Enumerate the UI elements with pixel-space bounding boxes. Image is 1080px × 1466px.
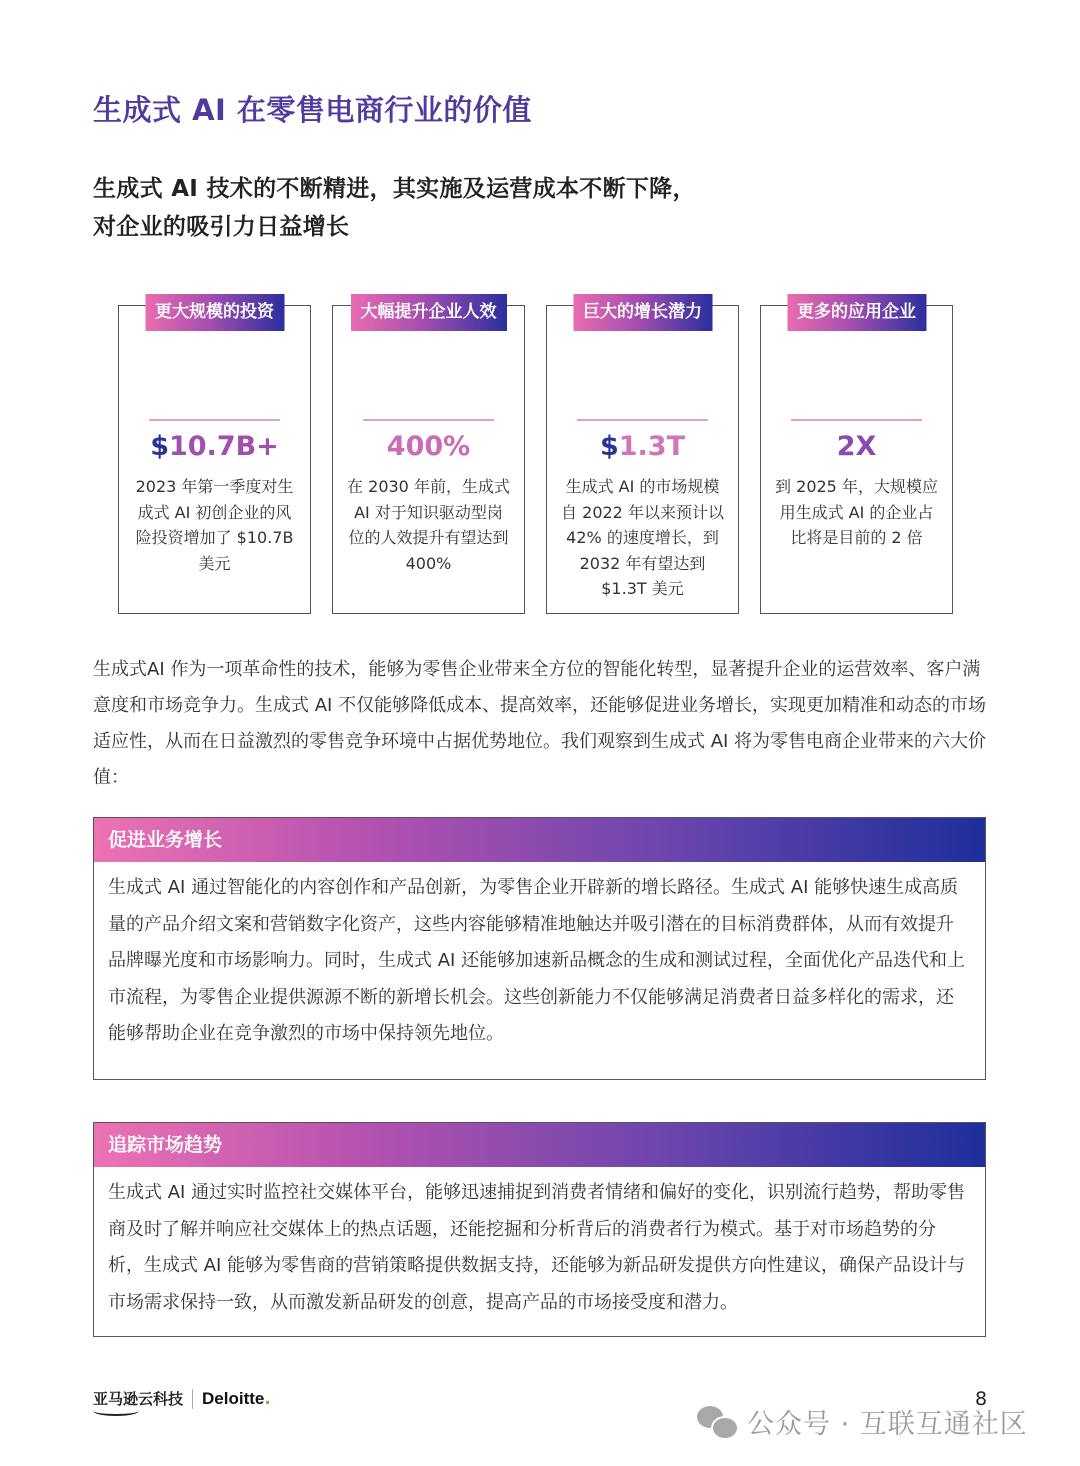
value-number: 2X bbox=[836, 431, 877, 462]
card-divider bbox=[791, 419, 922, 421]
card-tag: 巨大的增长潜力 bbox=[573, 294, 712, 331]
aws-smile-icon bbox=[93, 1406, 139, 1416]
section-header: 追踪市场趋势 bbox=[94, 1123, 985, 1167]
card-description: 到 2025 年，大规模应用生成式 AI 的企业占比将是目前的 2 倍 bbox=[775, 477, 938, 547]
card-value bbox=[547, 431, 738, 462]
page-title: 生成式 AI 在零售电商行业的价值 bbox=[93, 93, 532, 127]
watermark-text: 公众号 · 互联互通社区 bbox=[747, 1409, 1028, 1440]
value-prefix: $ bbox=[599, 431, 619, 462]
card-value bbox=[119, 431, 310, 462]
watermark bbox=[697, 1402, 1028, 1441]
value-number: 10.7B+ bbox=[168, 431, 279, 462]
value-prefix: $ bbox=[150, 431, 169, 462]
card-divider bbox=[149, 419, 280, 421]
footer-logos bbox=[93, 1388, 271, 1409]
stat-card-growth bbox=[546, 302, 739, 614]
card-value bbox=[761, 431, 952, 462]
section-header: 促进业务增长 bbox=[94, 818, 985, 862]
section-business-growth bbox=[93, 817, 986, 1080]
section-market-trends bbox=[93, 1122, 986, 1337]
card-tag: 更多的应用企业 bbox=[787, 294, 926, 331]
stat-card-adoption bbox=[760, 302, 953, 614]
stat-card-productivity bbox=[332, 302, 525, 614]
aws-logo bbox=[93, 1388, 183, 1409]
value-number: 400% bbox=[386, 431, 471, 462]
wechat-icon bbox=[697, 1404, 739, 1440]
page-number: 8 bbox=[975, 1388, 988, 1410]
value-number: 1.3T bbox=[618, 431, 686, 462]
subtitle-line-2: 对企业的吸引力日益增长 bbox=[93, 214, 350, 240]
card-divider bbox=[363, 419, 494, 421]
subtitle-line-1: 生成式 AI 技术的不断精进，其实施及运营成本不断下降， bbox=[93, 176, 696, 202]
deloitte-dot: . bbox=[264, 1388, 271, 1409]
section-body: 生成式 AI 通过智能化的内容创作和产品创新，为零售企业开辟新的增长路径。生成式 AI 能够快速生成高质量的产品介绍文案和营销数字化资产，这些内容能够精准地触达并吸引潜在的目标消费群体，从而有效提升品牌曝光度和市场影响力。同时，生成式 AI 还能够加速新品概念的生成和测试过程，全面优化产品迭代和上市流程，为零售企业提供源源不断的新增长机会。这些创新能力不仅能够满足消费者日益多样化的需求，还能够帮助企业在竞争激烈的市场中保持领先地位。 bbox=[108, 877, 966, 1044]
deloitte-logo: Deloitte bbox=[202, 1388, 265, 1408]
stat-cards bbox=[118, 293, 958, 618]
card-description: 在 2030 年前，生成式 AI 对于知识驱动型岗位的人效提升有望达到 400% bbox=[347, 477, 510, 573]
section-body: 生成式 AI 通过实时监控社交媒体平台，能够迅速捕捉到消费者情绪和偏好的变化，识别流行趋势，帮助零售商及时了解并响应社交媒体上的热点话题，还能挖掘和分析背后的消费者行为模式。基于对市场趋势的分析，生成式 AI 能够为零售商的营销策略提供数据支持，还能够为新品研发提供方向性建议，确保产品设计与市场需求保持一致，从而激发新品研发的创意，提高产品的市场接受度和潜力。 bbox=[108, 1182, 966, 1313]
card-value bbox=[333, 431, 524, 462]
card-divider bbox=[577, 419, 708, 421]
card-description: 生成式 AI 的市场规模自 2022 年以来预计以 42% 的速度增长，到 2032 年有望达到 $1.3T 美元 bbox=[561, 477, 724, 598]
card-tag: 大幅提升企业人效 bbox=[351, 294, 507, 331]
aws-logo-text: 亚马逊云科技 bbox=[93, 1390, 184, 1408]
intro-paragraph: 生成式AI 作为一项革命性的技术，能够为零售企业带来全方位的智能化转型，显著提升企业的运营效率、客户满意度和市场竞争力。生成式 AI 不仅能够降低成本、提高效率，还能够促进业务增长，实现更加精准和动态的市场适应性，从而在日益激烈的零售竞争环境中占据优势地位。我们观察到生成式 AI 将为零售电商企业带来的六大价值： bbox=[93, 659, 987, 788]
logo-divider bbox=[192, 1389, 193, 1409]
page-subtitle bbox=[93, 170, 696, 246]
card-tag: 更大规模的投资 bbox=[145, 294, 284, 331]
card-description: 2023 年第一季度对生成式 AI 初创企业的风险投资增加了 $10.7B 美元 bbox=[135, 477, 294, 573]
stat-card-investment bbox=[118, 302, 311, 614]
